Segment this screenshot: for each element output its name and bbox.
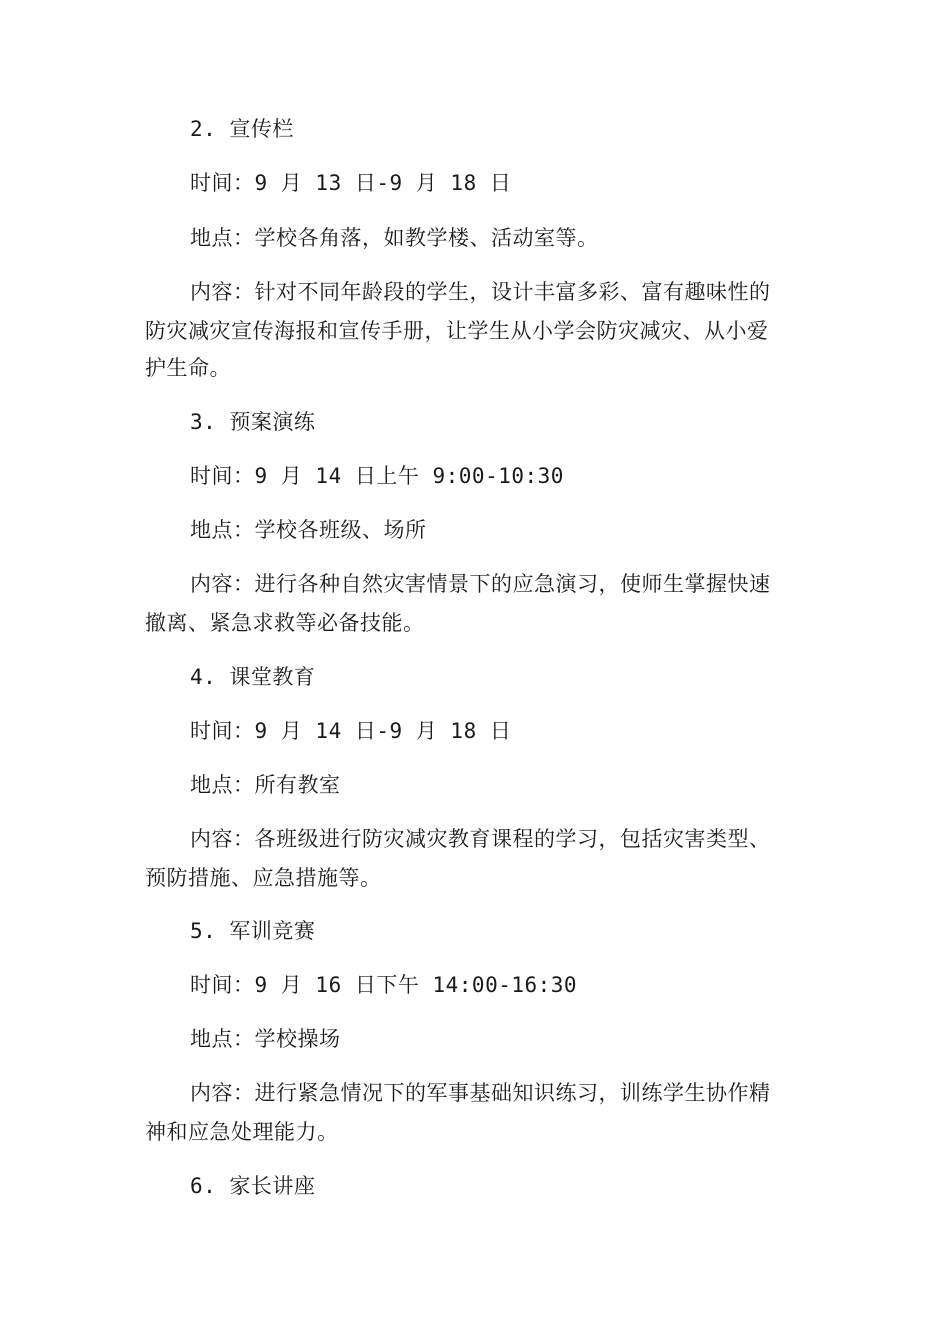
section-time: 时间：9 月 14 日-9 月 18 日 [190, 719, 512, 743]
section-time: 时间：9 月 13 日-9 月 18 日 [190, 171, 512, 195]
section-place: 地点：学校各角落，如教学楼、活动室等。 [190, 226, 599, 250]
section-heading: 2. 宣传栏 [190, 117, 294, 141]
section-content-line: 神和应急处理能力。 [145, 1120, 339, 1144]
section-time: 时间：9 月 16 日下午 14:00-16:30 [190, 973, 578, 997]
section-heading: 3. 预案演练 [190, 410, 316, 434]
section-content-line: 内容：进行各种自然灾害情景下的应急演习，使师生掌握快速 [190, 572, 771, 596]
section-content-line: 撤离、紧急求救等必备技能。 [145, 611, 425, 635]
section-place: 地点：学校各班级、场所 [190, 518, 427, 542]
section-place: 地点：所有教室 [190, 773, 341, 797]
section-content-line: 内容：进行紧急情况下的军事基础知识练习，训练学生协作精 [190, 1081, 771, 1105]
section-heading: 4. 课堂教育 [190, 665, 316, 689]
section-heading: 5. 军训竞赛 [190, 919, 316, 943]
section-place: 地点：学校操场 [190, 1027, 341, 1051]
section-heading: 6. 家长讲座 [190, 1174, 316, 1198]
section-content-line: 防灾减灾宣传海报和宣传手册，让学生从小学会防灾减灾、从小爱 [145, 319, 769, 343]
section-time: 时间：9 月 14 日上午 9:00-10:30 [190, 464, 564, 488]
section-content-line: 内容：针对不同年龄段的学生，设计丰富多彩、富有趣味性的 [190, 280, 771, 304]
section-content-line: 护生命。 [145, 356, 231, 380]
section-content-line: 内容：各班级进行防灾减灾教育课程的学习，包括灾害类型、 [190, 827, 771, 851]
section-content-line: 预防措施、应急措施等。 [145, 866, 382, 890]
